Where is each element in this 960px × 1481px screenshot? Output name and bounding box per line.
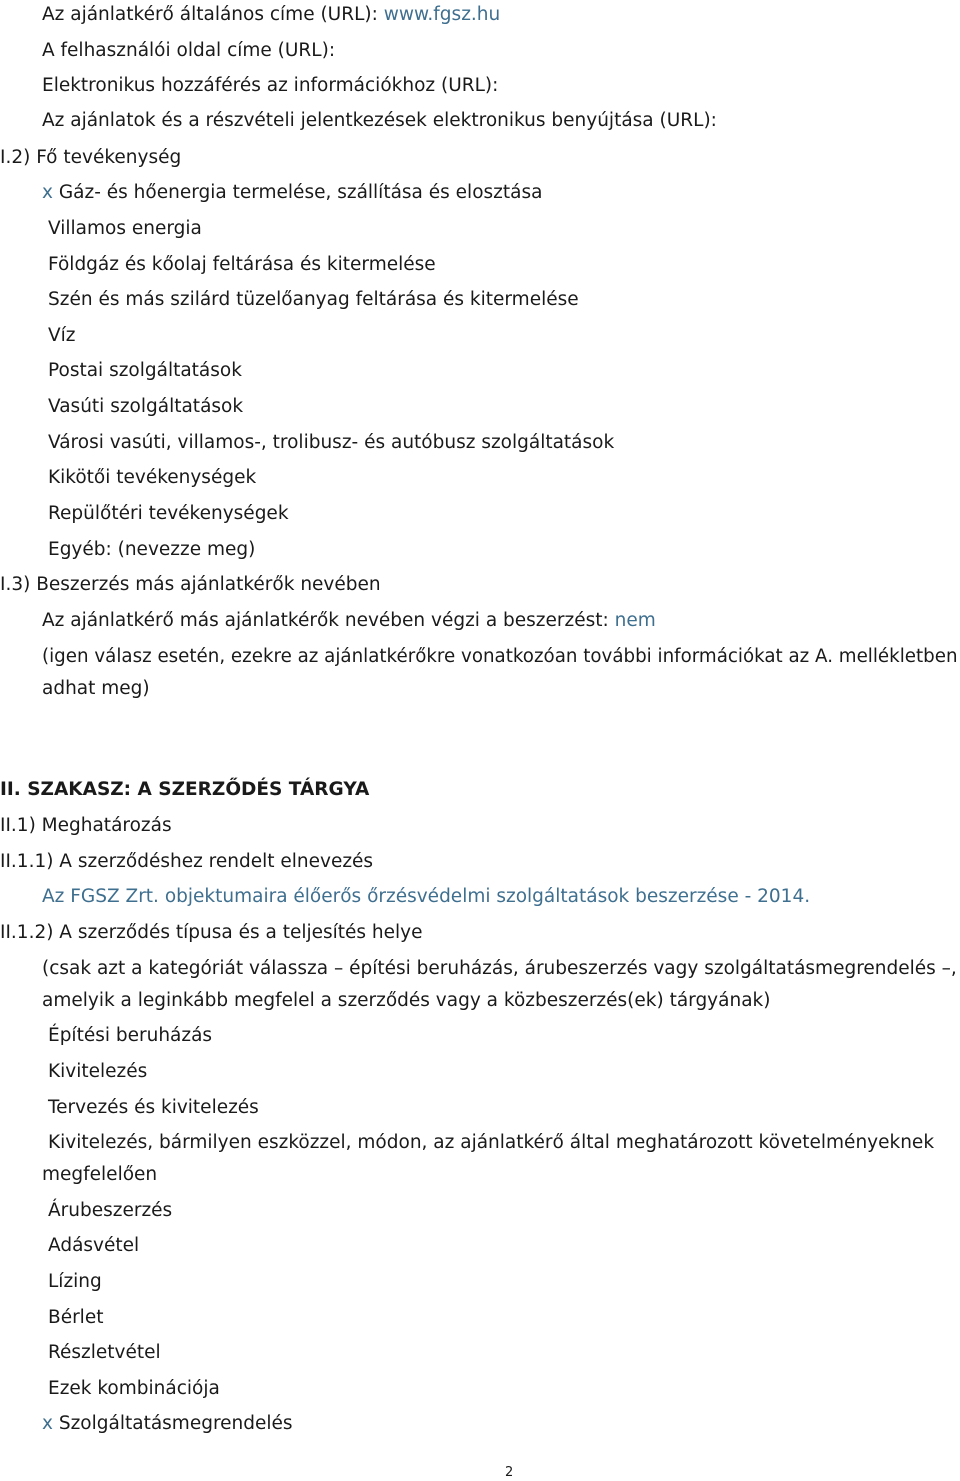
main-activity-heading: I.2) Fő tevékenység bbox=[0, 147, 182, 168]
activity-item: Egyéb: (nevezze meg) bbox=[48, 539, 256, 560]
activity-item: Kikötői tevékenységek bbox=[48, 467, 257, 488]
contract-name-value: Az FGSZ Zrt. objektumaira élőerős őrzésvédelmi szolgáltatások beszerzése - 2014. bbox=[42, 886, 811, 907]
general-url-line bbox=[42, 3, 500, 27]
contract-option: Építési beruházás bbox=[48, 1025, 213, 1046]
contract-type-heading: II.1.2) A szerződés típusa és a teljesítés helye bbox=[0, 922, 423, 943]
contract-type-note: (csak azt a kategóriát válassza – építési beruházás, árubeszerzés vagy szolgáltatásmegrendelés –, bbox=[42, 958, 957, 979]
contract-option: Kivitelezés, bármilyen eszközzel, módon, az ajánlatkérő által meghatározott követelményeknek bbox=[48, 1132, 935, 1153]
activity-item: Víz bbox=[48, 325, 76, 346]
contract-option: Tervezés és kivitelezés bbox=[48, 1097, 259, 1118]
electronic-submission-url-label: Az ajánlatok és a részvételi jelentkezések elektronikus benyújtása (URL): bbox=[42, 110, 717, 131]
activity-item: Földgáz és kőolaj feltárása és kitermelése bbox=[48, 254, 436, 275]
joint-procurement-question: Az ajánlatkérő más ajánlatkérők nevében végzi a beszerzést: bbox=[42, 610, 609, 631]
contract-option: Kivitelezés bbox=[48, 1061, 148, 1082]
joint-procurement-heading: I.3) Beszerzés más ajánlatkérők nevében bbox=[0, 574, 381, 595]
contract-option-cont: megfelelően bbox=[42, 1164, 158, 1185]
joint-procurement-answer: nem bbox=[614, 610, 656, 631]
joint-procurement-note: (igen válasz esetén, ezekre az ajánlatkérőkre vonatkozóan további információkat az A. mellékletben bbox=[42, 646, 958, 667]
activity-item-label: Gáz- és hőenergia termelése, szállítása és elosztása bbox=[58, 182, 543, 203]
page-number: 2 bbox=[505, 1465, 514, 1480]
selected-marker: x bbox=[42, 182, 53, 203]
activity-item: Villamos energia bbox=[48, 218, 202, 239]
contract-option-label: Szolgáltatásmegrendelés bbox=[58, 1413, 293, 1434]
joint-procurement-note-cont: adhat meg) bbox=[42, 678, 150, 699]
joint-procurement-question-line bbox=[42, 609, 656, 633]
selected-marker: x bbox=[42, 1413, 53, 1434]
general-url-link[interactable]: www.fgsz.hu bbox=[383, 4, 501, 25]
activity-item: Vasúti szolgáltatások bbox=[48, 396, 244, 417]
contract-option: Árubeszerzés bbox=[48, 1200, 173, 1221]
activity-item: Szén és más szilárd tüzelőanyag feltárása és kitermelése bbox=[48, 289, 579, 310]
contract-option: Bérlet bbox=[48, 1307, 104, 1328]
contract-option: Adásvétel bbox=[48, 1235, 140, 1256]
buyer-profile-url-label: A felhasználói oldal címe (URL): bbox=[42, 40, 336, 61]
activity-item: Repülőtéri tevékenységek bbox=[48, 503, 289, 524]
contract-option: Részletvétel bbox=[48, 1342, 161, 1363]
contract-option: Ezek kombinációja bbox=[48, 1378, 220, 1399]
definition-heading: II.1) Meghatározás bbox=[0, 815, 172, 836]
section-two-title: II. SZAKASZ: A SZERZŐDÉS TÁRGYA bbox=[0, 779, 370, 800]
activity-item: Városi vasúti, villamos-, trolibusz- és autóbusz szolgáltatások bbox=[48, 432, 615, 453]
contract-option: Lízing bbox=[48, 1271, 102, 1292]
activity-item-selected bbox=[42, 181, 542, 205]
contract-type-note-cont: amelyik a leginkább megfelel a szerződés vagy a közbeszerzés(ek) tárgyának) bbox=[42, 990, 771, 1011]
general-url-label: Az ajánlatkérő általános címe (URL): bbox=[42, 4, 378, 25]
electronic-access-url-label: Elektronikus hozzáférés az információkhoz (URL): bbox=[42, 75, 499, 96]
contract-option-selected bbox=[42, 1412, 293, 1436]
contract-name-heading: II.1.1) A szerződéshez rendelt elnevezés bbox=[0, 851, 374, 872]
activity-item: Postai szolgáltatások bbox=[48, 360, 242, 381]
